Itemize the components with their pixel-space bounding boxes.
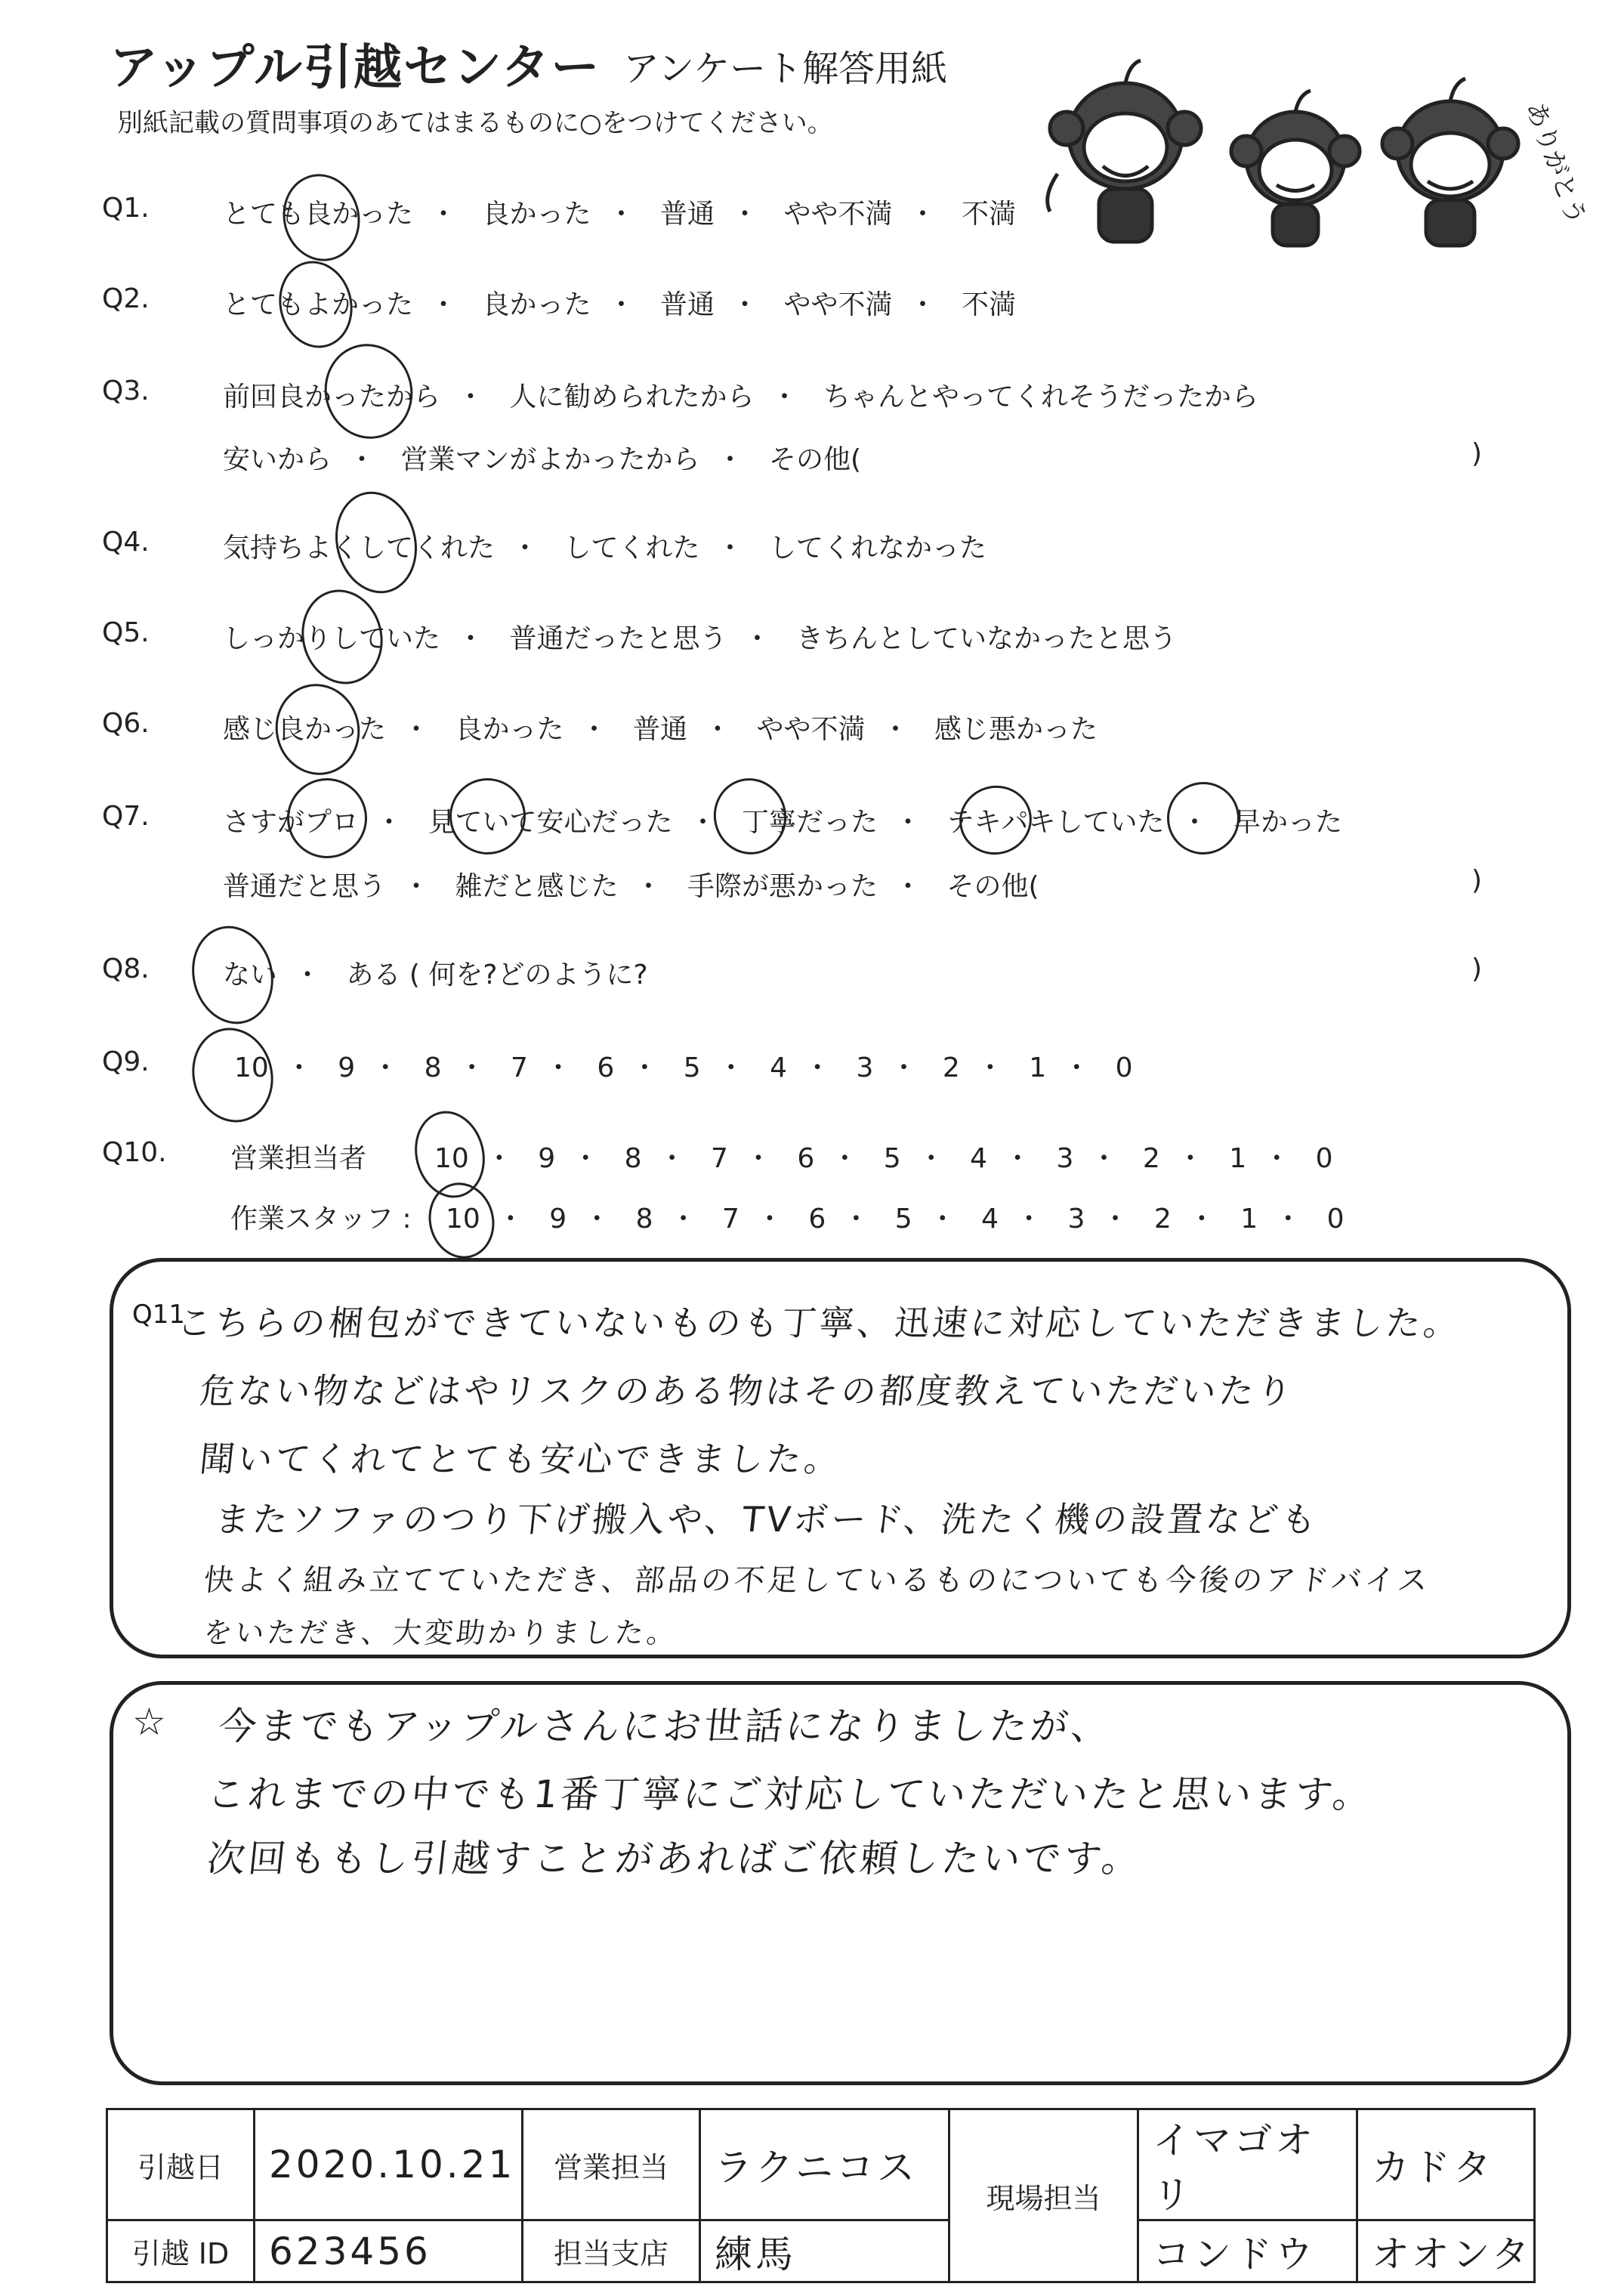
q10-staff-score-9[interactable]: 9 (549, 1204, 567, 1235)
q9-score-5[interactable]: 5 (683, 1052, 701, 1083)
q8-opt-1[interactable]: ない (223, 960, 278, 990)
q10-sales-score-0[interactable]: 0 (1315, 1143, 1333, 1174)
q6-opt-2[interactable]: 良かった (455, 714, 564, 745)
q2-opt-5[interactable]: 不満 (961, 289, 1016, 320)
move-date-value: 2020.10.21 (255, 2109, 523, 2220)
comment-line-3: 次回ももし引越すことがあればご依頼したいです。 (205, 1837, 1145, 1880)
q11-line-1: こちらの梱包ができていないものも丁寧、迅速に対応していただきました。 (174, 1303, 1464, 1343)
q10-sales-score-5[interactable]: 5 (883, 1143, 901, 1174)
q4-options: 気持ちよくしてくれた ・ してくれた ・ してくれなかった (223, 533, 986, 564)
q5-number: Q5. (102, 617, 150, 648)
site-staff-label: 現場担当 (949, 2109, 1138, 2282)
sales-rep-value: ラクニコス (700, 2109, 949, 2220)
q10-sales-score-8[interactable]: 8 (624, 1143, 642, 1174)
q2-options: とてもよかった ・ 良かった ・ 普通 ・ やや不満 ・ 不満 (223, 289, 1016, 320)
q7-close-paren: ) (1471, 865, 1483, 896)
q7-opt-8[interactable]: 手際が悪かった (687, 871, 878, 902)
q1-opt-1[interactable]: とても良かった (223, 199, 414, 230)
q6-opt-4[interactable]: やや不満 (756, 714, 866, 745)
q1-options: とても良かった ・ 良かった ・ 普通 ・ やや不満 ・ 不満 (223, 199, 1016, 230)
q9-score-7[interactable]: 7 (511, 1052, 528, 1083)
q2-opt-3[interactable]: 普通 (659, 289, 715, 320)
q3-opt-5[interactable]: 営業マンがよかったから (400, 444, 700, 475)
q10-staff-score-8[interactable]: 8 (635, 1204, 653, 1235)
q11-label: Q11 (132, 1299, 186, 1330)
q10-sales-score-3[interactable]: 3 (1056, 1143, 1074, 1174)
q8-opt-2[interactable]: ある ( 何を?どのように? (346, 960, 648, 990)
q10-sales-score-1[interactable]: 1 (1229, 1143, 1247, 1174)
q8-number: Q8. (102, 953, 150, 984)
q10-staff-score-5[interactable]: 5 (894, 1204, 912, 1235)
q10-staff-score-6[interactable]: 6 (808, 1204, 826, 1235)
q5-opt-2[interactable]: 普通だったと思う (509, 623, 727, 654)
monkey-mascots-illustration (1027, 45, 1592, 249)
q4-opt-3[interactable]: してくれなかった (768, 533, 986, 564)
q3-close-paren: ) (1471, 438, 1483, 469)
q3-answer-circle (314, 335, 422, 448)
form-subtitle: アンケート解答用紙 (623, 48, 948, 90)
q10-staff-score-3[interactable]: 3 (1067, 1204, 1085, 1235)
q6-opt-3[interactable]: 普通 (632, 714, 687, 745)
q2-opt-2[interactable]: 良かった (482, 289, 591, 320)
q7-opt-7[interactable]: 雑だと感じた (455, 871, 619, 902)
q7-answer-circle-4 (952, 778, 1039, 863)
q10-staff-score-1[interactable]: 1 (1240, 1204, 1258, 1235)
q10-staff-score-7[interactable]: 7 (722, 1204, 739, 1235)
q9-score-2[interactable]: 2 (942, 1052, 960, 1083)
q7-opt-2[interactable]: 見ていて安心だった (428, 807, 673, 838)
q7-opt-4[interactable]: テキパキしていた (946, 807, 1165, 838)
q10-staff-label: 作業スタッフ : (230, 1204, 412, 1235)
q6-options: 感じ良かった ・ 良かった ・ 普通 ・ やや不満 ・ 感じ悪かった (223, 714, 1098, 745)
q9-score-9[interactable]: 9 (338, 1052, 356, 1083)
q7-options-line1: さすがプロ ・ 見ていて安心だった ・ 丁寧だった ・ テキパキしていた ・ 早かった (223, 807, 1342, 838)
q7-opt-6[interactable]: 普通だと思う (223, 871, 387, 902)
q10-number: Q10. (102, 1137, 167, 1168)
q10-sales-scale: 10 ・ 9 ・ 8 ・ 7 ・ 6 ・ 5 ・ 4 ・ 3 ・ 2 ・ 1 ・ 0 (434, 1143, 1333, 1174)
q9-score-6[interactable]: 6 (597, 1052, 615, 1083)
move-id-label: 引越 ID (107, 2220, 255, 2282)
q10-sales-score-6[interactable]: 6 (797, 1143, 815, 1174)
q11-line-6: をいただき、大変助かりました。 (202, 1616, 681, 1649)
q9-score-1[interactable]: 1 (1029, 1052, 1047, 1083)
q1-answer-circle (273, 166, 369, 270)
q10-staff-score-4[interactable]: 4 (981, 1204, 999, 1235)
comment-line-2: これまでの中でも1番丁寧にご対応していただいたと思います。 (205, 1772, 1376, 1816)
q3-opt-1[interactable]: 前回良かったから (223, 382, 441, 413)
q2-opt-1[interactable]: とてもよかった (223, 289, 414, 320)
q3-opt-4[interactable]: 安いから (223, 444, 332, 475)
q4-answer-circle (325, 483, 428, 602)
branch-label: 担当支店 (523, 2220, 700, 2282)
q11-line-4: またソファのつり下げ搬入や、TVボード、洗たく機の設置なども (212, 1499, 1322, 1540)
move-info-table (106, 2108, 1536, 2283)
q5-answer-circle (292, 581, 392, 693)
q6-answer-circle (266, 675, 369, 783)
q5-options: しっかりしていた ・ 普通だったと思う ・ きちんとしていなかったと思う (223, 623, 1177, 654)
instruction-text: 別紙記載の質問事項のあてはまるものに○をつけてください。 (117, 108, 833, 138)
form-title: アップル引越センター (110, 40, 601, 96)
comment-line-1: 今までもアップルさんにお世話になりましたが、 (216, 1704, 1115, 1748)
q10-staff-score-10[interactable]: 10 (446, 1204, 480, 1235)
q10-sales-score-2[interactable]: 2 (1142, 1143, 1160, 1174)
q10-sales-score-9[interactable]: 9 (538, 1143, 556, 1174)
q1-opt-4[interactable]: やや不満 (783, 199, 893, 230)
mascot-thanks-text: ありがとう (1519, 97, 1592, 229)
site-staff-3: コンドウ (1138, 2220, 1357, 2282)
q6-opt-5[interactable]: 感じ悪かった (934, 714, 1098, 745)
q10-sales-score-7[interactable]: 7 (711, 1143, 728, 1174)
q10-staff-score-0[interactable]: 0 (1326, 1204, 1345, 1235)
q3-options-line1: 前回良かったから ・ 人に勧められたから ・ ちゃんとやってくれそうだったから (223, 382, 1258, 413)
site-staff-1: イマゴオリ (1138, 2109, 1357, 2220)
q9-score-10[interactable]: 10 (234, 1052, 269, 1083)
q7-number: Q7. (102, 801, 150, 832)
q10-staff-score-2[interactable]: 2 (1153, 1204, 1172, 1235)
site-staff-2: カドタ (1357, 2109, 1535, 2220)
q2-opt-4[interactable]: やや不満 (783, 289, 893, 320)
q10-sales-label: 営業担当者 (230, 1143, 367, 1174)
q9-score-8[interactable]: 8 (424, 1052, 442, 1083)
q7-answer-circle-5 (1159, 774, 1247, 862)
q10-sales-score-4[interactable]: 4 (970, 1143, 988, 1174)
q4-opt-2[interactable]: してくれた (563, 533, 700, 564)
q8-close-paren: ) (1471, 953, 1483, 984)
q8-options: ない ・ ある ( 何を?どのように? (223, 960, 648, 990)
q7-options-line2: 普通だと思う ・ 雑だと感じた ・ 手際が悪かった ・ その他( (223, 871, 1039, 902)
q9-number: Q9. (102, 1046, 150, 1077)
q1-opt-5[interactable]: 不満 (961, 199, 1016, 230)
q11-line-2: 危ない物などはやリスクのある物はその都度教えていただいたり (197, 1371, 1297, 1411)
q7-opt-5[interactable]: 早かった (1233, 807, 1342, 838)
q3-options-line2: 安いから ・ 営業マンがよかったから ・ その他( (223, 444, 862, 475)
site-staff-4: オオンタ (1357, 2220, 1535, 2282)
q2-number: Q2. (102, 283, 150, 314)
q10-staff-scale: 10 ・ 9 ・ 8 ・ 7 ・ 6 ・ 5 ・ 4 ・ 3 ・ 2 ・ 1 ・ 0 (446, 1204, 1345, 1235)
q8-answer-circle (182, 917, 284, 1033)
q3-opt-2[interactable]: 人に勧められたから (509, 382, 755, 413)
q7-opt-9[interactable]: その他( (946, 871, 1039, 902)
q9-scale: 10 ・ 9 ・ 8 ・ 7 ・ 6 ・ 5 ・ 4 ・ 3 ・ 2 ・ 1 ・ 0 (234, 1052, 1133, 1083)
q4-opt-1[interactable]: 気持ちよくしてくれた (223, 533, 496, 564)
q7-opt-1[interactable]: さすがプロ (223, 807, 360, 838)
q7-opt-3[interactable]: 丁寧だった (741, 807, 878, 838)
q3-opt-6[interactable]: その他( (768, 444, 862, 475)
q6-opt-1[interactable]: 感じ良かった (223, 714, 387, 745)
q9-score-0[interactable]: 0 (1115, 1052, 1133, 1083)
move-id-value: 623456 (255, 2220, 523, 2282)
q7-answer-circle-2 (441, 770, 533, 862)
q7-answer-circle-3 (705, 771, 795, 862)
q5-opt-1[interactable]: しっかりしていた (223, 623, 441, 654)
q11-line-3: 聞いてくれてとても安心できました。 (197, 1439, 844, 1479)
q11-line-5: 快よく組み立てていただき、部品の不足しているものについても今後のアドバイス (202, 1563, 1433, 1598)
q9-score-4[interactable]: 4 (770, 1052, 788, 1083)
q1-opt-3[interactable]: 普通 (659, 199, 715, 230)
q9-score-3[interactable]: 3 (856, 1052, 874, 1083)
q4-number: Q4. (102, 527, 150, 558)
q3-opt-3[interactable]: ちゃんとやってくれそうだったから (823, 382, 1258, 413)
sales-rep-label: 営業担当 (523, 2109, 700, 2220)
q7-answer-circle-1 (279, 770, 375, 867)
q1-opt-2[interactable]: 良かった (482, 199, 591, 230)
q2-answer-circle (270, 253, 361, 356)
q5-opt-3[interactable]: きちんとしていなかったと思う (795, 623, 1177, 654)
q9-answer-circle (182, 1019, 283, 1131)
q1-number: Q1. (102, 193, 150, 224)
branch-value: 練馬 (700, 2220, 949, 2282)
q3-number: Q3. (102, 375, 150, 406)
q6-number: Q6. (102, 708, 150, 739)
q10-sales-score-10[interactable]: 10 (434, 1143, 469, 1174)
move-date-label: 引越日 (107, 2109, 255, 2220)
star-icon: ☆ (132, 1700, 166, 1744)
